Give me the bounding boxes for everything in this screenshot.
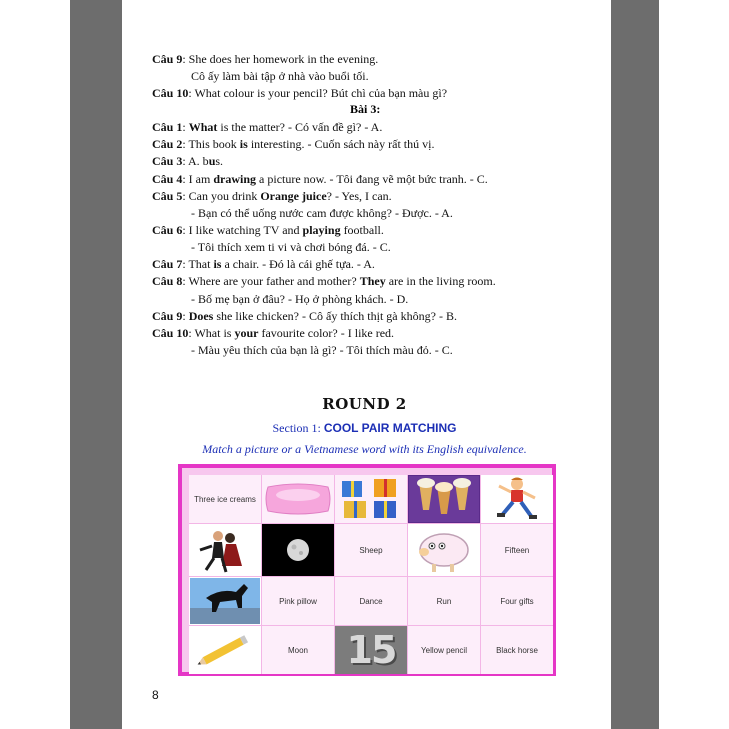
answer-line: Câu 2: This book is interesting. - Cuốn sách này rất thú vị.	[152, 137, 435, 151]
instruction-text: Match a picture or a Vietnamese word with its English equivalence.	[202, 442, 527, 456]
card-sheep-image[interactable]	[408, 524, 480, 576]
answer-line: Câu 10: What colour is your pencil? Bút chì của bạn màu gì?	[152, 86, 448, 100]
translation-line: - Màu yêu thích của bạn là gì? - Tôi thích màu đỏ. - C.	[191, 343, 453, 357]
card-ice-creams-image[interactable]	[408, 475, 480, 523]
card-fifteen[interactable]	[481, 524, 553, 576]
card-four-gifts[interactable]	[481, 577, 553, 625]
pencil-icon	[194, 630, 256, 670]
running-boy-icon	[487, 476, 547, 522]
card-moon-image[interactable]	[262, 524, 334, 576]
card-fifteen-image[interactable]	[335, 626, 407, 674]
translation-line: - Bố mẹ bạn ở đâu? - Họ ở phòng khách. - D.	[191, 292, 409, 306]
answer-line: Câu 5: Can you drink Orange juice? - Yes, I can.	[152, 189, 392, 203]
answer-line: Câu 3: A. bus.	[152, 154, 224, 168]
card-label: Moon	[287, 645, 308, 655]
card-label: Three ice creams	[194, 494, 256, 504]
card-black-horse[interactable]	[481, 626, 553, 674]
section-heading: Section 1: COOL PAIR MATCHING	[272, 421, 457, 435]
dancers-icon	[192, 526, 258, 574]
horse-icon	[190, 578, 260, 624]
translation-line: Cô ấy làm bài tập ở nhà vào buổi tối.	[191, 69, 369, 83]
exercise-heading: Bài 3:	[350, 102, 381, 116]
gift-boxes-icon	[338, 477, 404, 521]
number-fifteen: 15	[346, 628, 396, 672]
card-label: Black horse	[496, 645, 538, 655]
card-pink-pillow-image[interactable]	[262, 475, 334, 523]
page-number: 8	[152, 688, 159, 702]
card-yellow-pencil[interactable]	[408, 626, 480, 674]
card-pink-pillow[interactable]	[262, 577, 334, 625]
translation-line: - Bạn có thể uống nước cam được không? - Được. - A.	[191, 206, 453, 220]
card-sheep[interactable]	[335, 524, 407, 576]
answer-line: Câu 1: What is the matter? - Có vấn đề gì? - A.	[152, 120, 383, 134]
answer-line: Câu 6: I like watching TV and playing football.	[152, 223, 384, 237]
card-running-boy-image[interactable]	[481, 475, 553, 523]
card-label: Sheep	[359, 545, 383, 555]
ice-cream-icon	[409, 476, 479, 522]
pillow-icon	[264, 481, 332, 517]
moon-icon	[263, 525, 333, 575]
card-gifts-image[interactable]	[335, 475, 407, 523]
answer-line: Câu 10: What is your favourite color? - I like red.	[152, 326, 395, 340]
round-title: ROUND 2	[322, 395, 407, 413]
answer-line: Câu 4: I am drawing a picture now. - Tôi đang vẽ một bức tranh. - C.	[152, 172, 488, 186]
left-margin-bar	[70, 0, 122, 729]
answer-line: Câu 9: Does she like chicken? - Cô ấy thích thịt gà không? - B.	[152, 309, 457, 323]
card-dance[interactable]	[335, 577, 407, 625]
answer-line: Câu 8: Where are your father and mother? They are in the living room.	[152, 274, 496, 288]
card-label: Yellow pencil	[421, 645, 467, 655]
card-label: Run	[436, 596, 452, 606]
matching-grid	[189, 475, 553, 674]
card-black-horse-image[interactable]	[189, 577, 261, 625]
card-label: Pink pillow	[279, 596, 317, 606]
answer-line: Câu 7: That is a chair. - Đó là cái ghế tựa. - A.	[152, 257, 375, 271]
card-pencil-image[interactable]	[189, 626, 261, 674]
card-label: Dance	[359, 596, 383, 606]
sheep-icon	[410, 526, 478, 574]
translation-line: - Tôi thích xem ti vi và chơi bóng đá. - C.	[191, 240, 391, 254]
card-label: Four gifts	[500, 596, 534, 606]
card-label: Fifteen	[504, 545, 530, 555]
card-dance-image[interactable]	[189, 524, 261, 576]
right-margin-bar	[611, 0, 659, 729]
card-moon[interactable]	[262, 626, 334, 674]
answer-line: Câu 9: She does her homework in the evening.	[152, 52, 379, 66]
card-three-ice-creams[interactable]	[189, 475, 261, 523]
matching-board	[178, 464, 556, 676]
card-run[interactable]	[408, 577, 480, 625]
